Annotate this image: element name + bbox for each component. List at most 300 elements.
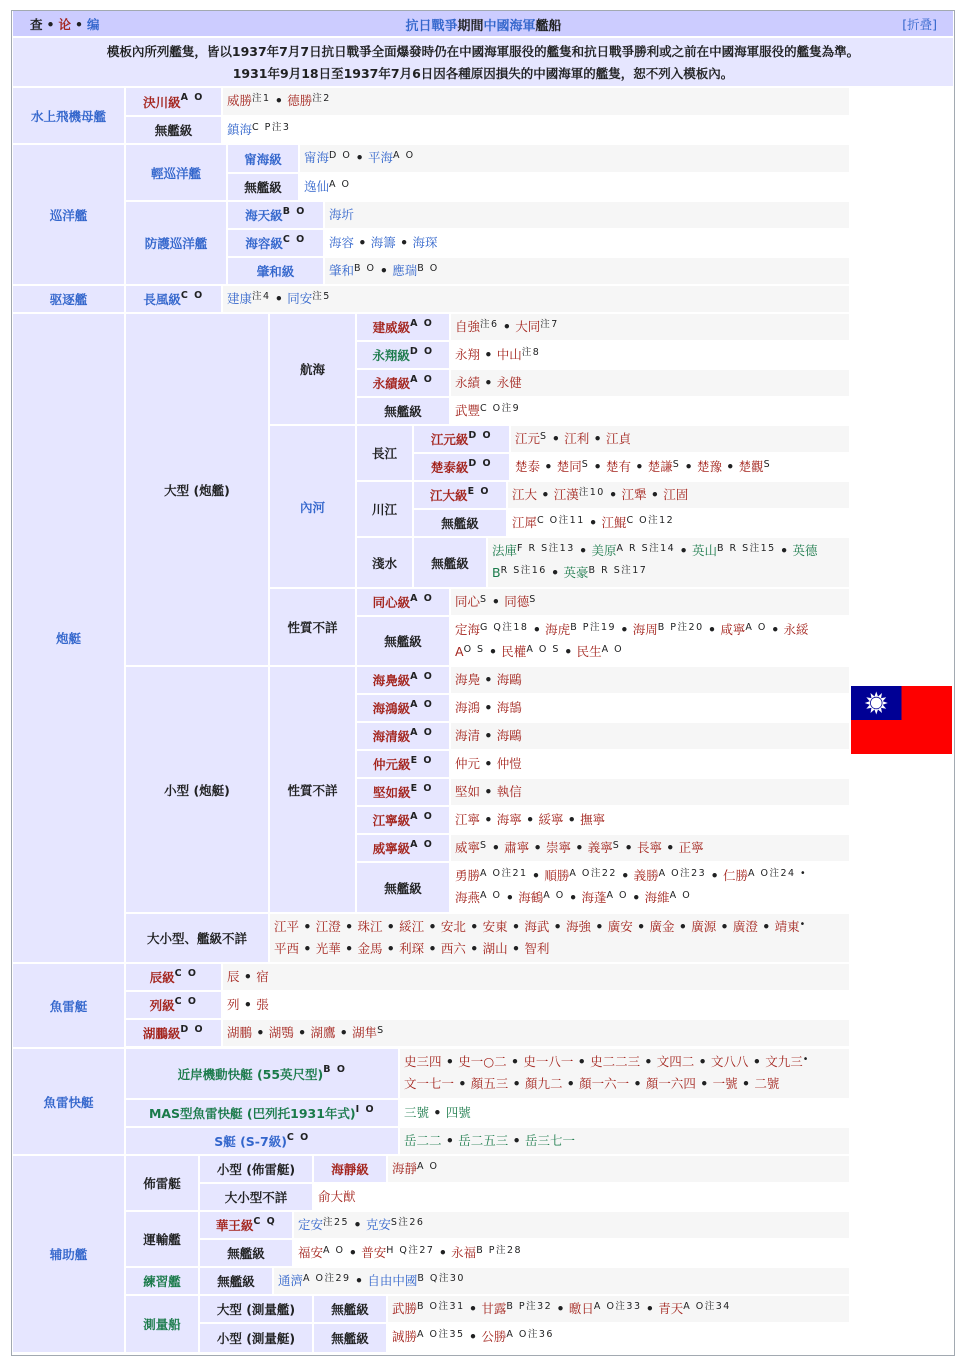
ship-link[interactable]: 靖東 bbox=[774, 919, 800, 934]
ship-link[interactable]: 定海 bbox=[455, 622, 481, 637]
ship-link[interactable]: 江漢 bbox=[553, 487, 579, 502]
separator-dot: • bbox=[340, 941, 358, 956]
class-link[interactable]: 威寧級 bbox=[372, 841, 411, 856]
ship-link[interactable]: 楚豫 bbox=[696, 459, 722, 474]
ship-link[interactable]: 西六 bbox=[440, 941, 466, 956]
ship-link[interactable]: 勇勝 bbox=[455, 868, 481, 883]
separator-dot: • bbox=[299, 919, 316, 934]
group-torpedo-boat-label[interactable]: 魚雷艇 bbox=[49, 998, 88, 1014]
ship-status-note: A O bbox=[606, 890, 628, 901]
ship-link[interactable]: 德勝 bbox=[287, 93, 313, 108]
class-cell bbox=[357, 370, 449, 396]
class-link[interactable]: 江寧級 bbox=[372, 813, 411, 828]
separator-dot: • bbox=[351, 150, 369, 165]
ship-link[interactable]: 海容 bbox=[329, 235, 355, 250]
class-link: 無艦級 bbox=[331, 1302, 369, 1317]
ship-link[interactable]: 文四二 bbox=[656, 1054, 695, 1069]
class-link[interactable]: 江元級 bbox=[430, 432, 469, 447]
ship-link[interactable]: 海強 bbox=[566, 919, 592, 934]
class-link[interactable]: 海鴻級 bbox=[372, 701, 411, 716]
class-cell bbox=[200, 1268, 272, 1294]
ship-link[interactable]: 咸寧 bbox=[720, 622, 746, 637]
class-link: 無艦級 bbox=[154, 123, 193, 138]
ship-link[interactable]: 海清 bbox=[455, 728, 481, 743]
ship-link[interactable]: 永綏 bbox=[783, 622, 809, 637]
ship-link[interactable]: 湖鵬 bbox=[227, 1025, 253, 1040]
ship-list-line bbox=[455, 754, 845, 774]
ship-link[interactable]: 永福 bbox=[451, 1245, 477, 1260]
ship-status-note: O S bbox=[463, 644, 485, 655]
ship-status-note: B P注32 bbox=[506, 1301, 553, 1312]
ship-link[interactable]: 海周 bbox=[632, 622, 658, 637]
ship-status-note: 注5 bbox=[312, 291, 331, 302]
ship-status-note: G Q注18 bbox=[480, 622, 529, 633]
class-link[interactable]: 列級 bbox=[149, 998, 175, 1013]
separator-dot: • bbox=[629, 1076, 646, 1091]
ship-link[interactable]: 楚泰 bbox=[515, 459, 541, 474]
ship-list-line bbox=[455, 373, 845, 393]
class-link[interactable]: 仲元級 bbox=[373, 757, 411, 772]
ship-link[interactable]: 海籌 bbox=[370, 235, 396, 250]
ship-link[interactable]: 誠勝 bbox=[392, 1329, 418, 1344]
ship-status-note: 注25 bbox=[323, 1217, 350, 1228]
ship-link[interactable]: 自由中國 bbox=[367, 1273, 418, 1288]
ship-link[interactable]: 江寧 bbox=[455, 812, 481, 827]
class-link: 無艦級 bbox=[441, 516, 479, 531]
ship-link[interactable]: 楚謙 bbox=[647, 459, 673, 474]
ship-list-line bbox=[404, 1131, 845, 1151]
class-cell bbox=[314, 1296, 386, 1322]
ship-link[interactable]: 江固 bbox=[663, 487, 689, 502]
group-cruiser-label[interactable]: 巡洋艦 bbox=[49, 207, 88, 223]
ship-link[interactable]: 中山 bbox=[496, 347, 522, 362]
ship-link[interactable]: A bbox=[455, 644, 464, 659]
navbox-title bbox=[0, 15, 967, 34]
ship-link[interactable]: 顏九二 bbox=[524, 1076, 563, 1091]
group-destroyer-label[interactable]: 驱逐艦 bbox=[49, 292, 88, 307]
river-sichuan bbox=[357, 482, 412, 536]
ship-link[interactable]: 海虎 bbox=[545, 622, 571, 637]
ship-status-note: 注6 bbox=[480, 319, 499, 330]
separator-dot: • bbox=[480, 700, 497, 715]
ship-status-note: 注8 bbox=[521, 347, 541, 358]
ship-link[interactable]: 海燕 bbox=[455, 890, 481, 905]
title-link-war[interactable]: 抗日戰爭 bbox=[405, 19, 458, 34]
ship-link[interactable]: 利琛 bbox=[399, 941, 425, 956]
ship-link[interactable]: 安東 bbox=[482, 919, 508, 934]
cruiser-protected-label[interactable]: 防護巡洋艦 bbox=[144, 236, 208, 251]
ship-link[interactable]: 永績 bbox=[455, 375, 481, 390]
group-mtb bbox=[13, 1049, 124, 1154]
class-link[interactable]: 海天級 bbox=[245, 208, 283, 223]
title-link-navy[interactable]: 中國海軍 bbox=[483, 19, 536, 34]
class-link[interactable]: 海鳧級 bbox=[372, 673, 411, 688]
class-link[interactable]: 長風級 bbox=[143, 292, 181, 307]
ship-link[interactable]: 綏寧 bbox=[538, 812, 564, 827]
separator-dot: • bbox=[641, 1301, 659, 1316]
ship-link[interactable]: 廣源 bbox=[691, 919, 717, 934]
ship-link[interactable]: 列 bbox=[227, 997, 240, 1012]
ship-link[interactable]: 英豪 bbox=[563, 565, 589, 580]
ship-link[interactable]: 江犀 bbox=[512, 515, 538, 530]
ship-status-note: H Q注27 bbox=[386, 1245, 435, 1256]
class-link[interactable]: 華王級 bbox=[215, 1218, 254, 1233]
talk-link[interactable]: 论 bbox=[58, 17, 71, 32]
ship-link[interactable]: 廣金 bbox=[649, 919, 675, 934]
ship-link[interactable]: 宿 bbox=[256, 969, 269, 984]
class-status-note: I O bbox=[355, 1103, 376, 1115]
river-shallow-label: 淺水 bbox=[371, 555, 397, 571]
aux-transport bbox=[126, 1212, 198, 1266]
separator-dot: • bbox=[706, 868, 723, 883]
ship-list-line bbox=[455, 810, 845, 830]
class-cell bbox=[414, 510, 506, 536]
group-gunboat bbox=[13, 314, 124, 962]
class-link[interactable]: 海清級 bbox=[372, 729, 411, 744]
ship-link[interactable]: 順勝 bbox=[544, 868, 570, 883]
ship-list bbox=[451, 589, 849, 615]
class-status-note: C O bbox=[282, 233, 306, 245]
ship-status-note: S bbox=[612, 840, 621, 851]
ship-link[interactable]: 楚同 bbox=[556, 459, 582, 474]
class-link[interactable]: 永翔級 bbox=[372, 348, 410, 363]
ship-link[interactable]: 威寧 bbox=[455, 840, 481, 855]
ship-link[interactable]: 三號 bbox=[404, 1105, 430, 1120]
ship-list bbox=[223, 992, 849, 1018]
ship-link[interactable]: 肇和 bbox=[329, 263, 355, 278]
ship-link[interactable]: 福安 bbox=[298, 1245, 324, 1260]
ship-list bbox=[223, 286, 849, 312]
ship-link[interactable]: 湖鶚 bbox=[268, 1025, 294, 1040]
ship-link[interactable]: 文八八 bbox=[711, 1054, 749, 1069]
ship-list bbox=[325, 230, 849, 256]
ship-link[interactable]: 通濟 bbox=[278, 1273, 304, 1288]
ship-list-line bbox=[455, 670, 845, 690]
gunboat-unknown-large bbox=[270, 589, 355, 665]
ship-list-line bbox=[492, 563, 845, 585]
ship-link[interactable]: 廣安 bbox=[607, 919, 633, 934]
ship-list-line bbox=[455, 866, 845, 888]
separator-dot: • bbox=[480, 672, 497, 687]
separator-dot: • bbox=[661, 840, 679, 855]
ship-link[interactable]: 執信 bbox=[496, 784, 522, 799]
ship-link[interactable]: 顏五三 bbox=[470, 1076, 509, 1091]
ship-link[interactable]: 岳三七一 bbox=[524, 1133, 575, 1148]
ship-link[interactable]: 應瑞 bbox=[392, 263, 418, 278]
ship-link[interactable]: 自強 bbox=[455, 319, 481, 334]
class-status-note: A O bbox=[410, 373, 434, 385]
separator-dot: • bbox=[508, 1076, 525, 1091]
ship-link[interactable]: 海寧 bbox=[496, 812, 522, 827]
ship-list bbox=[451, 751, 849, 777]
ship-link[interactable]: 甯海 bbox=[304, 150, 330, 165]
separator-dot: • bbox=[527, 868, 545, 883]
ship-link[interactable]: 海鷗 bbox=[496, 728, 522, 743]
class-link[interactable]: 同心級 bbox=[372, 595, 411, 610]
ship-status-note: B R S注17 bbox=[588, 565, 648, 576]
ship-link[interactable]: 金馬 bbox=[357, 941, 383, 956]
ship-status-note: A O bbox=[601, 644, 624, 655]
separator-dot: • bbox=[675, 543, 692, 558]
class-status-note: D O bbox=[409, 345, 434, 357]
ship-link[interactable]: 同安 bbox=[287, 291, 313, 306]
ship-link[interactable]: 武豐 bbox=[455, 403, 481, 418]
ship-link[interactable]: 海鶴 bbox=[518, 890, 544, 905]
view-link[interactable]: 查 bbox=[30, 17, 43, 32]
ship-link[interactable]: 海蓬 bbox=[581, 890, 607, 905]
class-cell bbox=[126, 286, 221, 312]
ship-link[interactable]: 曒日 bbox=[568, 1301, 594, 1316]
ship-link[interactable]: 撫寧 bbox=[580, 812, 606, 827]
gunboat-navigation bbox=[270, 314, 355, 424]
ship-status-note: S bbox=[480, 594, 488, 605]
ship-list-line bbox=[274, 917, 845, 939]
ship-link[interactable]: 辰 bbox=[227, 969, 240, 984]
ship-link[interactable]: 江利 bbox=[564, 431, 590, 446]
river-yangtze-label: 長江 bbox=[371, 446, 397, 461]
ship-link[interactable]: 史一○二 bbox=[458, 1054, 507, 1069]
ship-link[interactable]: 文一七一 bbox=[404, 1076, 455, 1091]
ship-link[interactable]: 顏一六四 bbox=[645, 1076, 696, 1091]
ship-link[interactable]: 海鷗 bbox=[496, 672, 522, 687]
ship-link[interactable]: 江貞 bbox=[605, 431, 631, 446]
class-link[interactable]: 湖鵬級 bbox=[142, 1026, 181, 1041]
group-mtb-label[interactable]: 魚雷快艇 bbox=[43, 1094, 94, 1110]
ship-list bbox=[300, 145, 849, 172]
ship-link[interactable]: 海鵠 bbox=[496, 700, 522, 715]
class-cell bbox=[357, 751, 449, 777]
ship-link[interactable]: 海維 bbox=[644, 890, 670, 905]
separator-dot: • bbox=[487, 594, 505, 609]
ship-status-note: A O S bbox=[526, 644, 560, 655]
ship-link[interactable]: 正寧 bbox=[678, 840, 704, 855]
ship-link[interactable]: 鎮海 bbox=[227, 122, 253, 137]
ship-status-note: A R S注14 bbox=[616, 543, 676, 554]
separator-dot: • bbox=[299, 941, 316, 956]
class-link[interactable]: 永績級 bbox=[372, 376, 411, 391]
roc-flag-image[interactable] bbox=[851, 686, 952, 754]
class-cell bbox=[357, 342, 449, 368]
class-cell bbox=[228, 202, 323, 228]
class-link[interactable]: MAS型魚雷快艇 (巴列托1931年式) bbox=[148, 1106, 356, 1121]
ship-link[interactable]: 海琛 bbox=[412, 235, 438, 250]
ship-link[interactable]: 江澄 bbox=[315, 919, 341, 934]
ship-link[interactable]: 俞大猷 bbox=[318, 1189, 356, 1204]
ship-link[interactable]: 光華 bbox=[315, 941, 341, 956]
ship-list bbox=[451, 807, 849, 833]
ship-link[interactable]: 史二二三 bbox=[590, 1054, 641, 1069]
class-link[interactable]: 近岸機動快艇 (55英尺型) bbox=[177, 1066, 324, 1082]
class-link[interactable]: 辰級 bbox=[149, 970, 175, 985]
ship-link[interactable]: 珠江 bbox=[357, 919, 383, 934]
ship-link[interactable]: 克安 bbox=[365, 1217, 391, 1232]
ship-link[interactable]: 永翔 bbox=[455, 347, 481, 362]
ship-link[interactable]: 海靜 bbox=[392, 1161, 418, 1176]
ship-link[interactable]: 法庫 bbox=[492, 543, 518, 558]
ship-link[interactable]: 文九三 bbox=[765, 1054, 803, 1069]
class-link[interactable]: 肇和級 bbox=[256, 264, 295, 279]
ship-link[interactable]: 英德 bbox=[792, 543, 818, 558]
ship-status-note: S bbox=[480, 840, 488, 851]
ship-list-line bbox=[455, 782, 845, 802]
ship-list-line bbox=[455, 345, 845, 367]
ship-link[interactable]: 青天 bbox=[658, 1301, 684, 1316]
ship-link[interactable]: 江大 bbox=[512, 487, 538, 502]
ship-link[interactable]: 平海 bbox=[368, 150, 394, 165]
ship-link[interactable]: 綏江 bbox=[399, 919, 425, 934]
ship-link[interactable]: 顏一六一 bbox=[579, 1076, 630, 1091]
ship-link[interactable]: 威勝 bbox=[227, 93, 253, 108]
class-link[interactable]: S艇 (S-7級) bbox=[214, 1134, 287, 1149]
ship-link[interactable]: 大同 bbox=[515, 319, 541, 334]
gunboat-inland-label[interactable]: 內河 bbox=[299, 499, 325, 515]
ship-link[interactable]: 崇寧 bbox=[545, 840, 571, 855]
ship-link[interactable]: 安北 bbox=[440, 919, 466, 934]
separator-dot: • bbox=[424, 919, 441, 934]
ship-link[interactable]: 同德 bbox=[504, 594, 530, 609]
ship-status-note: A O bbox=[669, 890, 692, 901]
ship-link[interactable]: 平西 bbox=[274, 941, 300, 956]
ship-link[interactable]: 長寧 bbox=[636, 840, 662, 855]
ship-list-line bbox=[515, 429, 845, 451]
ship-list bbox=[300, 174, 849, 200]
ship-link[interactable]: 海鴻 bbox=[455, 700, 481, 715]
ship-status-note: S bbox=[581, 459, 590, 470]
ship-link[interactable]: 民生 bbox=[576, 644, 602, 659]
ship-link[interactable]: 張 bbox=[256, 997, 269, 1012]
class-link[interactable]: 建威級 bbox=[372, 320, 411, 335]
separator-dot: • bbox=[429, 1105, 446, 1120]
ship-list bbox=[388, 1324, 849, 1352]
ship-link[interactable]: 永健 bbox=[496, 375, 522, 390]
ship-status-note: B R S注15 bbox=[716, 543, 776, 554]
ship-link[interactable]: 楚觀 bbox=[738, 459, 764, 474]
ship-status-note: A O bbox=[480, 890, 502, 901]
aux-small-survey-label: 小型 (測量艇) bbox=[216, 1331, 296, 1346]
ship-list bbox=[325, 202, 849, 228]
ship-link[interactable]: 逸仙 bbox=[304, 179, 330, 194]
edit-link[interactable]: 编 bbox=[86, 17, 100, 32]
ship-link[interactable]: 英山 bbox=[691, 543, 717, 558]
ship-link[interactable]: 江元 bbox=[515, 431, 541, 446]
ship-link[interactable]: 海武 bbox=[524, 919, 550, 934]
group-gunboat-label[interactable]: 炮艇 bbox=[55, 631, 81, 646]
class-cell bbox=[126, 117, 221, 143]
ship-status-note: • bbox=[799, 919, 807, 930]
ship-link[interactable]: 仲愷 bbox=[496, 756, 522, 771]
separator-dot: • bbox=[506, 1054, 524, 1069]
ship-link[interactable]: 二號 bbox=[754, 1076, 780, 1091]
class-link[interactable]: 海容級 bbox=[245, 236, 283, 251]
separator-dot: • bbox=[270, 291, 288, 306]
ship-link[interactable]: 史一八一 bbox=[523, 1054, 574, 1069]
ship-link[interactable]: 堅如 bbox=[455, 784, 481, 799]
class-status-note: A O bbox=[410, 838, 434, 850]
separator-dot: • bbox=[344, 1245, 362, 1260]
separator-dot: • bbox=[487, 840, 505, 855]
ship-link[interactable]: 義寧 bbox=[587, 840, 613, 855]
ship-link[interactable]: 湖山 bbox=[482, 941, 508, 956]
ship-link[interactable]: 江平 bbox=[274, 919, 300, 934]
aux-minelayer-label: 佈雷艇 bbox=[143, 1176, 181, 1191]
ship-link[interactable]: 廣澄 bbox=[732, 919, 758, 934]
ship-link[interactable]: 湖隼 bbox=[352, 1025, 378, 1040]
ship-status-note: C P注3 bbox=[252, 122, 291, 133]
ship-list bbox=[451, 617, 849, 665]
ship-link[interactable]: 甘露 bbox=[481, 1301, 507, 1316]
separator-dot: • bbox=[354, 235, 371, 250]
ship-link[interactable]: 一號 bbox=[712, 1076, 738, 1091]
class-cell bbox=[357, 398, 449, 424]
ship-link[interactable]: B bbox=[492, 565, 501, 580]
ship-link[interactable]: 四號 bbox=[445, 1105, 471, 1120]
class-cell bbox=[228, 258, 323, 284]
class-link[interactable]: 楚泰級 bbox=[430, 460, 469, 475]
ship-link[interactable]: 仁勝 bbox=[722, 868, 748, 883]
ship-list bbox=[451, 723, 849, 749]
cruiser-light-label[interactable]: 輕巡洋艦 bbox=[150, 165, 201, 181]
ship-link[interactable]: 史三四 bbox=[404, 1054, 442, 1069]
ship-link[interactable]: 同心 bbox=[455, 594, 481, 609]
class-cell bbox=[228, 174, 298, 200]
ship-list bbox=[274, 1268, 849, 1294]
ship-list-line bbox=[455, 698, 845, 718]
ship-link[interactable]: 海鳧 bbox=[455, 672, 481, 687]
ship-link[interactable]: 楚有 bbox=[605, 459, 631, 474]
ship-link[interactable]: 定安 bbox=[298, 1217, 324, 1232]
ship-link[interactable]: 民權 bbox=[501, 644, 527, 659]
class-cell bbox=[314, 1324, 386, 1352]
group-auxiliary-label[interactable]: 辅助艦 bbox=[49, 1247, 88, 1262]
separator-dot: • bbox=[349, 1217, 366, 1232]
class-link: 無艦級 bbox=[431, 555, 469, 571]
class-link[interactable]: 堅如級 bbox=[373, 785, 411, 800]
ship-link[interactable]: 武勝 bbox=[392, 1301, 418, 1316]
ship-link[interactable]: 仲元 bbox=[455, 756, 481, 771]
class-link[interactable]: 決川級 bbox=[143, 94, 181, 110]
class-link[interactable]: 江大級 bbox=[430, 488, 468, 503]
separator-dot: • bbox=[537, 487, 554, 502]
group-carrier-label[interactable]: 水上飛機母艦 bbox=[30, 108, 106, 124]
ship-link[interactable]: 湖鷹 bbox=[310, 1025, 336, 1040]
separator-dot: • bbox=[464, 1301, 482, 1316]
ship-link[interactable]: 公勝 bbox=[481, 1329, 507, 1344]
class-status-note: A O bbox=[180, 92, 204, 103]
ship-link[interactable]: 海圻 bbox=[329, 207, 355, 222]
separator-dot: • bbox=[528, 622, 546, 637]
ship-link[interactable]: 肅寧 bbox=[504, 840, 530, 855]
ship-status-note: S bbox=[672, 459, 681, 470]
ship-link[interactable]: 普安 bbox=[361, 1245, 387, 1260]
ship-list-line bbox=[298, 1243, 845, 1265]
separator-dot: • bbox=[501, 890, 519, 905]
ship-status-note: 注7 bbox=[540, 319, 559, 330]
ship-link[interactable]: 美原 bbox=[591, 543, 617, 558]
ship-link[interactable]: 智利 bbox=[524, 941, 550, 956]
ship-link[interactable]: 岳二二 bbox=[404, 1133, 442, 1148]
ship-list bbox=[294, 1212, 849, 1238]
class-link[interactable]: 海靜級 bbox=[331, 1162, 369, 1177]
ship-link[interactable]: 岳二五三 bbox=[458, 1133, 509, 1148]
ship-link[interactable]: 江鯤 bbox=[601, 515, 627, 530]
separator-dot: • bbox=[270, 93, 288, 108]
ship-link[interactable]: 建康 bbox=[227, 291, 253, 306]
class-link[interactable]: 甯海級 bbox=[244, 151, 282, 167]
ship-link[interactable]: 義勝 bbox=[633, 868, 659, 883]
ship-status-note: C O注12 bbox=[626, 515, 675, 526]
collapse-button[interactable]: [折叠] bbox=[902, 17, 937, 32]
ship-link[interactable]: 江犟 bbox=[621, 487, 647, 502]
